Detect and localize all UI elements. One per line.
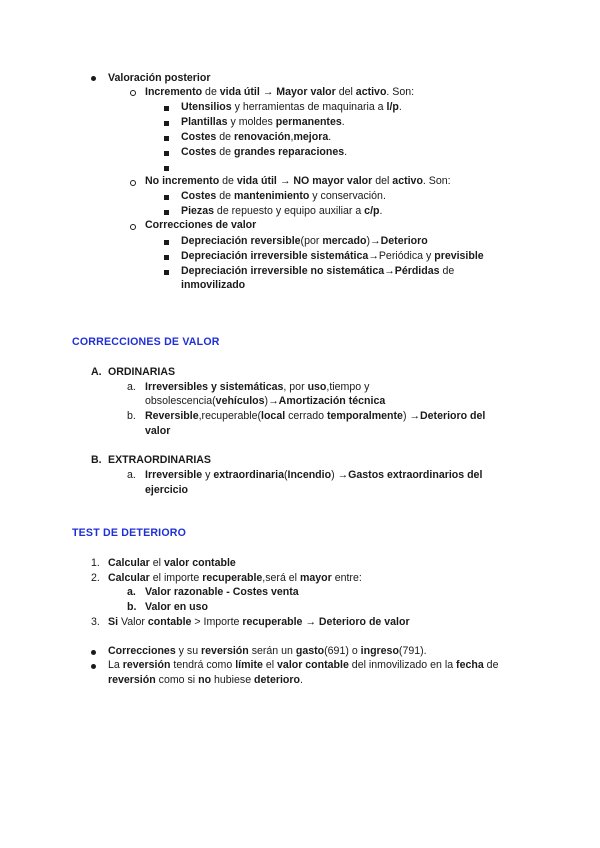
- list-item: Costes de renovación,mejora.: [181, 131, 332, 143]
- bullet-square: [164, 270, 169, 275]
- list-item-continuation: ejercicio: [145, 484, 188, 496]
- list-item: Piezas de repuesto y equipo auxiliar a c/p.: [181, 205, 383, 217]
- list-item: Valor razonable - Costes venta: [145, 586, 299, 598]
- list-item-continuation: valor: [145, 425, 171, 437]
- list-item-continuation: inmovilizado: [181, 279, 246, 291]
- bullet-square: [164, 106, 169, 111]
- list-item: Reversible,recuperable(local cerrado temporalmente) →Deterioro del: [145, 410, 486, 422]
- bullet-disc: [91, 650, 96, 655]
- list-marker: 1.: [91, 557, 100, 569]
- list-marker: 3.: [91, 616, 100, 628]
- no-incremento-line: No incremento de vida útil → NO mayor valor del activo. Son:: [145, 175, 451, 187]
- incremento-line: Incremento de vida útil → Mayor valor del activo. Son:: [145, 86, 415, 98]
- note-item: Correcciones y su reversión serán un gasto(691) o ingreso(791).: [108, 645, 427, 657]
- bullet-disc: [91, 664, 96, 669]
- list-marker: b.: [127, 601, 137, 613]
- list-marker: a.: [127, 586, 136, 598]
- bullet-square: [164, 121, 169, 126]
- bullet-square: [164, 136, 169, 141]
- bullet-square: [164, 240, 169, 245]
- bullet-square: [164, 255, 169, 260]
- list-item: Costes de grandes reparaciones.: [181, 146, 348, 158]
- bullet-square: [164, 195, 169, 200]
- list-item: Si Valor contable > Importe recuperable → Deterioro de valor: [108, 616, 410, 628]
- heading-test-deterioro: TEST DE DETERIORO: [72, 527, 187, 539]
- bullet-circle: [130, 180, 136, 186]
- list-item: Depreciación reversible(por mercado)→Deterioro: [181, 235, 428, 247]
- list-marker: a.: [127, 469, 136, 481]
- extraordinarias-title: EXTRAORDINARIAS: [108, 454, 211, 466]
- list-item: Calcular el valor contable: [108, 557, 236, 569]
- ordinarias-title: ORDINARIAS: [108, 366, 176, 378]
- list-item: Depreciación irreversible sistemática→Periódica y previsible: [181, 250, 484, 262]
- correcciones-title: Correcciones de valor: [145, 219, 257, 231]
- heading-correcciones-valor: CORRECCIONES DE VALOR: [72, 336, 220, 348]
- section-title-valoracion: Valoración posterior: [108, 72, 211, 84]
- bullet-square: [164, 166, 169, 171]
- bullet-disc: [91, 76, 96, 81]
- list-item: Plantillas y moldes permanentes.: [181, 116, 345, 128]
- list-marker: 2.: [91, 572, 100, 584]
- bullet-square: [164, 151, 169, 156]
- bullet-circle: [130, 224, 136, 230]
- bullet-circle: [130, 90, 136, 96]
- list-item: Utensilios y herramientas de maquinaria a l/p.: [181, 101, 402, 113]
- list-item: Irreversibles y sistemáticas, por uso,tiempo y: [145, 381, 370, 393]
- list-marker: b.: [127, 410, 136, 422]
- list-item-continuation: obsolescencia(vehículos)→Amortización técnica: [145, 395, 386, 407]
- note-item-continuation: reversión como si no hubiese deterioro.: [108, 674, 303, 686]
- list-item: Irreversible y extraordinaria(Incendio) →Gastos extraordinarios del: [145, 469, 483, 481]
- note-item: La reversión tendrá como límite el valor contable del inmovilizado en la fecha de: [108, 659, 499, 671]
- list-item: Calcular el importe recuperable,será el mayor entre:: [108, 572, 362, 584]
- list-item: Costes de mantenimiento y conservación.: [181, 190, 386, 202]
- list-item: Depreciación irreversible no sistemática→Pérdidas de: [181, 265, 455, 277]
- list-marker: A.: [91, 366, 102, 378]
- list-marker: a.: [127, 381, 136, 393]
- list-marker: B.: [91, 454, 102, 466]
- list-item: Valor en uso: [145, 601, 208, 613]
- bullet-square: [164, 210, 169, 215]
